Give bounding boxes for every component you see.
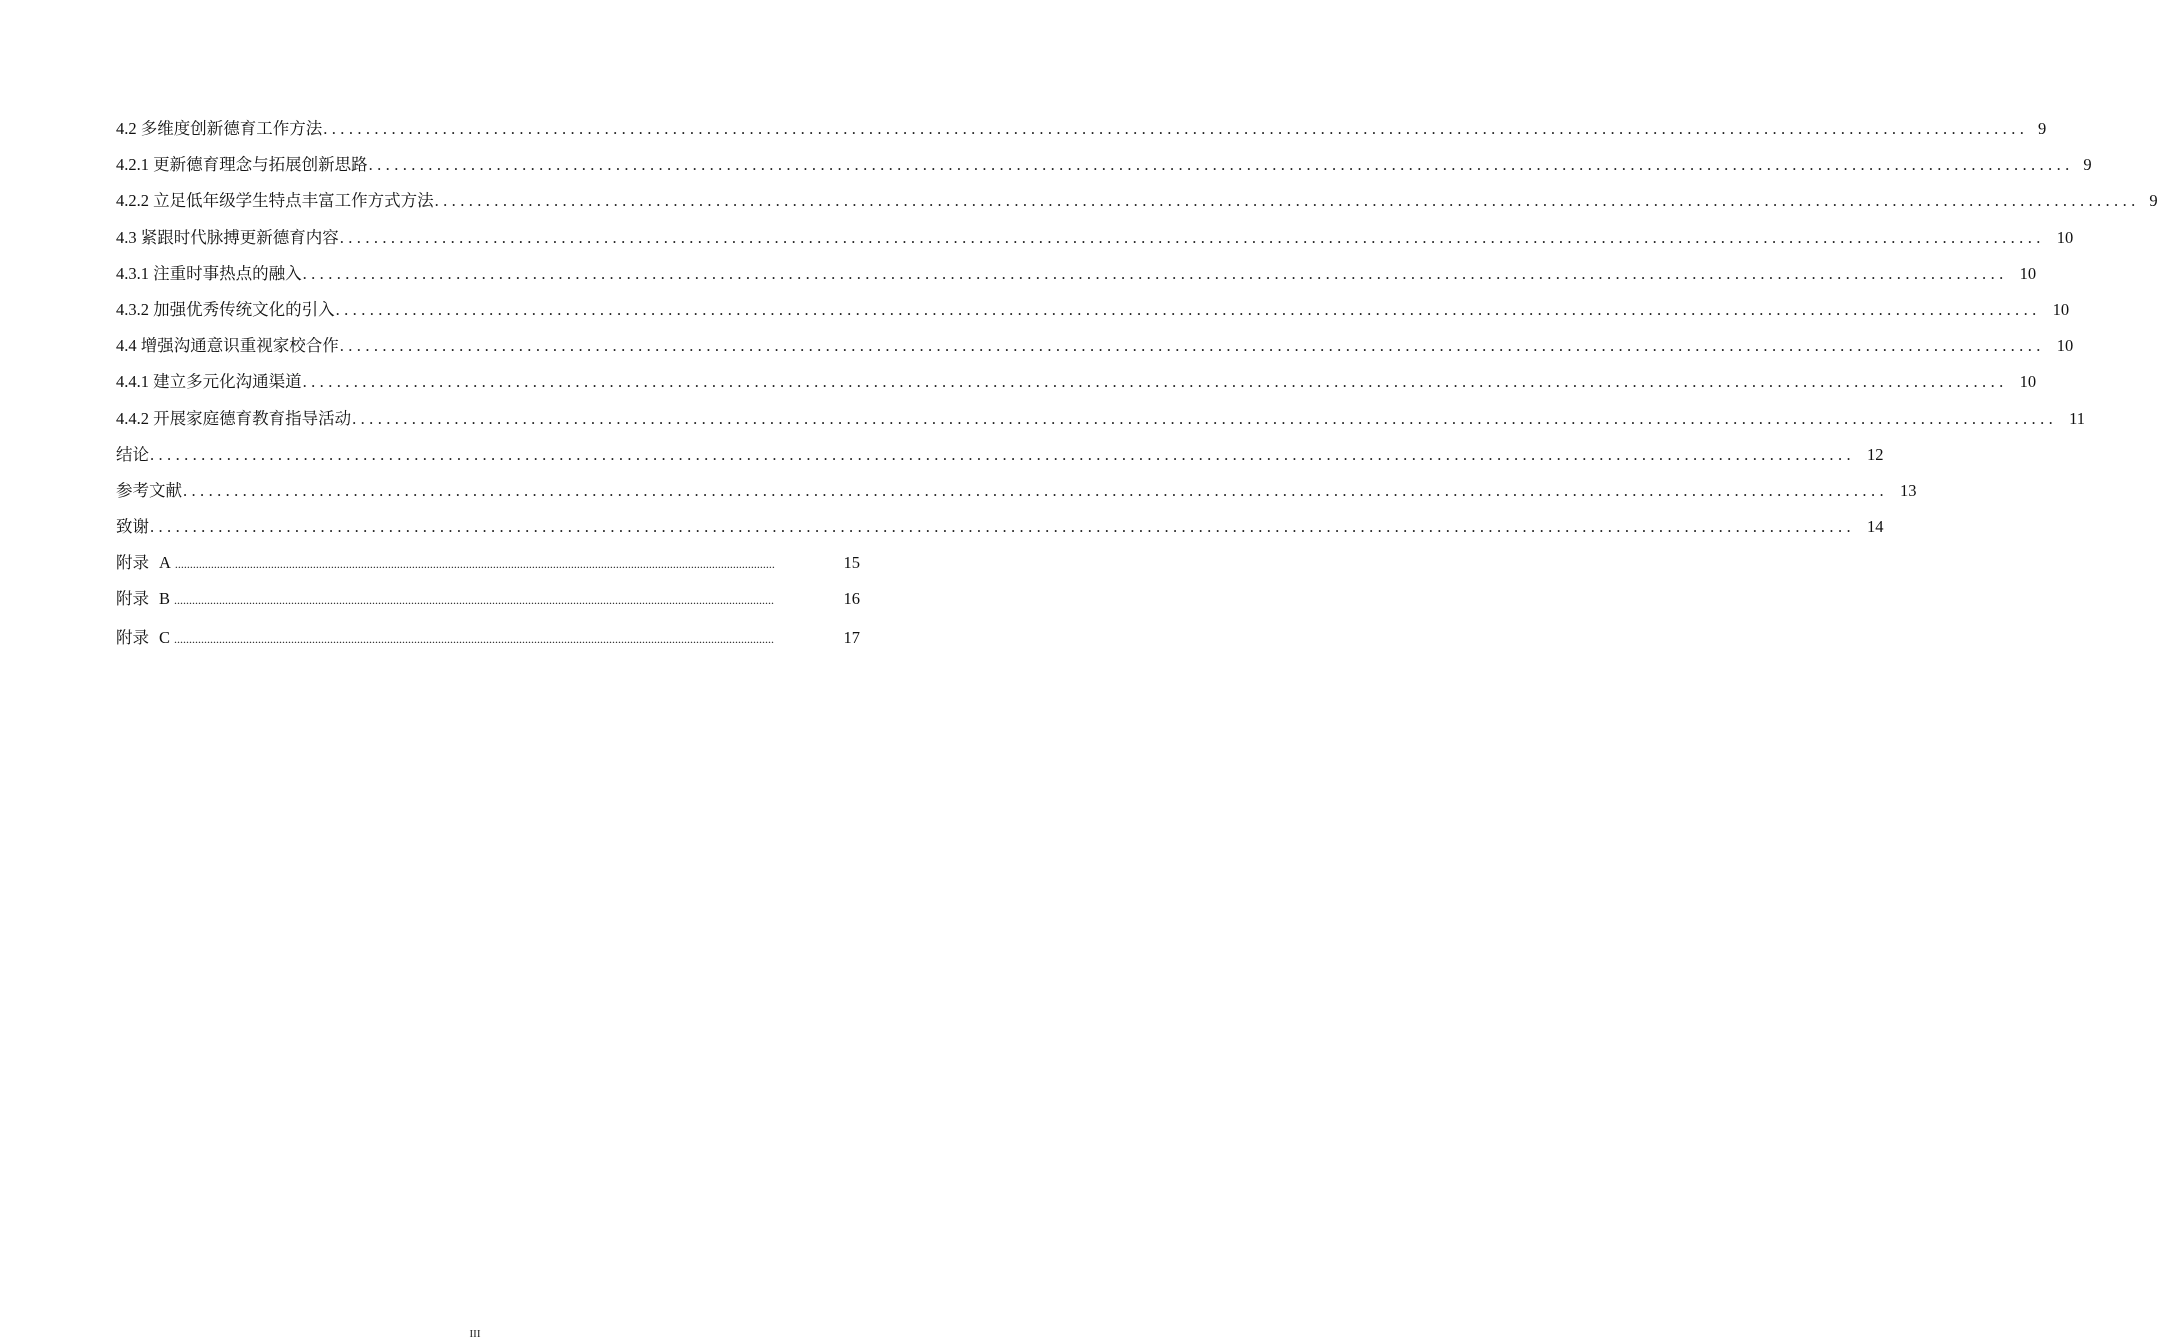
toc-entry [116,443,1884,479]
toc-entry-title: 结论 [116,444,149,464]
toc-entry [116,117,2047,153]
toc-appendix-entry [116,551,860,587]
toc-dot-leader: ........................................................................................................................................................................................................ [174,631,775,646]
toc-entry-page: 13 [1900,480,1917,500]
toc-entry-page: 9 [2038,119,2047,138]
toc-entry-title: 4.2 多维度创新德育工作方法 [116,119,323,138]
toc-dot-leader: ........................................................................................................................................................................................................ [150,517,1855,537]
toc-entry [116,515,1884,551]
toc-entry-page: 15 [843,553,860,573]
toc-appendix-title [116,587,170,611]
toc-dot-leader: ........................................................................................................................................................................................................ [335,299,2041,319]
toc-entry [116,334,2074,370]
toc-dot-leader: ........................................................................................................................................................................................................ [150,444,1855,464]
toc-entry [116,479,1917,515]
toc-entry-page: 10 [2019,263,2037,283]
toc-dot-leader: ........................................................................................................................................................................................................ [174,557,775,572]
toc-dot-leader: ........................................................................................................................................................................................................ [434,191,2140,211]
toc-entry-page: 17 [843,627,860,647]
toc-entry-page: 14 [1867,517,1884,537]
toc-appendix-title [116,626,170,650]
appendix-letter: B [159,589,171,609]
toc-appendix-entry [116,626,860,662]
toc-dot-leader: ........................................................................................................................................................................................................ [339,227,2045,247]
appendix-label: 附录 [116,589,149,609]
appendix-label: 附录 [116,627,149,647]
toc-dot-leader: ........................................................................................................................................................................................................ [174,593,775,608]
toc-appendix-entry [116,587,860,623]
toc-dot-leader: ........................................................................................................................................................................................................ [352,408,2058,428]
toc-dot-leader: ........................................................................................................................................................................................................ [323,119,2029,138]
toc-entry-title: 4.2.1 更新德育理念与拓展创新思路 [116,155,368,175]
toc-entry-title: 4.4 增强沟通意识重视家校合作 [116,336,339,356]
toc-entry-title: 4.4.1 建立多元化沟通渠道 [116,372,302,392]
toc-entry-page: 12 [1867,444,1884,464]
page-number-footer: III [469,1328,481,1340]
toc-entry-page: 10 [2056,227,2074,247]
toc-entry-page: 10 [2056,336,2074,356]
toc-entry-page: 9 [2083,155,2092,175]
toc-entry [116,298,2070,334]
toc-entry-page: 9 [2149,191,2158,211]
toc-dot-leader: ........................................................................................................................................................................................................ [339,336,2045,356]
toc-entry-title: 4.4.2 开展家庭德育教育指导活动 [116,408,352,428]
toc-dot-leader: ........................................................................................................................................................................................................ [302,372,2008,392]
toc-dot-leader: ........................................................................................................................................................................................................ [183,480,1888,500]
table-of-contents [116,117,2158,662]
toc-entry-title: 4.3 紧跟时代脉搏更新德育内容 [116,227,339,247]
toc-entry [116,189,2158,225]
toc-dot-leader: ........................................................................................................................................................................................................ [302,263,2008,283]
toc-entry-title: 4.3.1 注重时事热点的融入 [116,263,302,283]
appendix-letter: A [159,553,171,573]
toc-entry [116,226,2074,262]
toc-dot-leader: ........................................................................................................................................................................................................ [368,155,2074,175]
appendix-label: 附录 [116,553,149,573]
toc-entry-title: 4.3.2 加强优秀传统文化的引入 [116,299,335,319]
toc-entry-page: 10 [2052,299,2070,319]
appendix-letter: C [159,627,171,647]
toc-appendix-title [116,551,171,575]
toc-entry-page: 10 [2019,372,2037,392]
toc-entry [116,370,2037,406]
toc-entry-title: 致谢 [116,517,149,537]
toc-entry [116,407,2086,443]
toc-entry [116,262,2037,298]
toc-entry-title: 参考文献 [116,480,182,500]
toc-entry-page: 16 [843,589,860,609]
toc-entry-title: 4.2.2 立足低年级学生特点丰富工作方式方法 [116,191,434,211]
toc-entry-page: 11 [2069,408,2086,428]
toc-entry [116,153,2092,189]
